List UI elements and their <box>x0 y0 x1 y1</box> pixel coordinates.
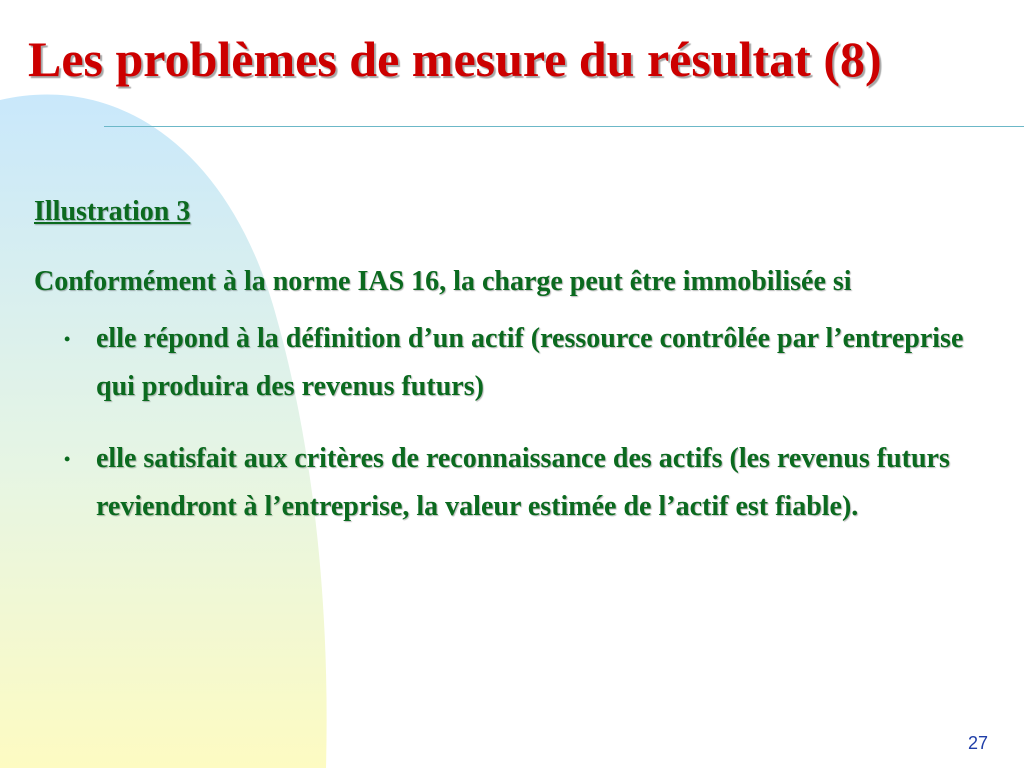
bullet-text: elle satisfait aux critères de reconnaissance des actifs (les revenus futurs reviendront à l’entreprise, la valeur estimée de l’actif est fiable). <box>96 443 950 522</box>
title-divider <box>104 126 1024 127</box>
intro-paragraph: Conformément à la norme IAS 16, la charge peut être immobilisée si <box>34 266 852 297</box>
illustration-heading: Illustration 3 <box>34 196 191 227</box>
page-number: 27 <box>967 733 988 753</box>
slide-body <box>34 192 1006 531</box>
bullet-dot-icon: • <box>64 329 71 349</box>
bullet-text: elle répond à la définition d’un actif (ressource contrôlée par l’entreprise qui produira des revenus futurs) <box>96 323 964 402</box>
bullet-item <box>34 435 1006 531</box>
slide-title: Les problèmes de mesure du résultat (8) <box>28 31 882 87</box>
bullet-dot-icon: • <box>64 449 71 469</box>
bullet-list <box>34 315 1006 531</box>
bullet-item <box>34 315 1006 411</box>
